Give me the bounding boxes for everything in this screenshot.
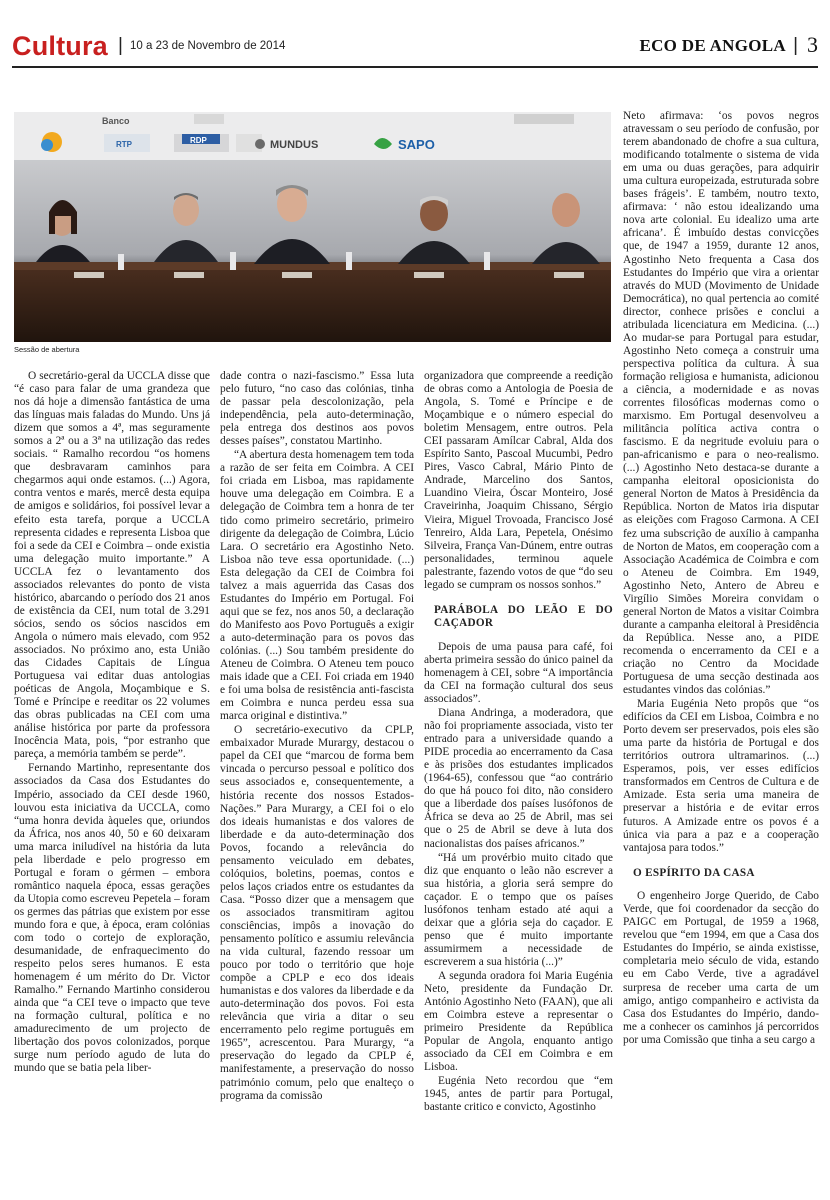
event-photo: [14, 112, 611, 342]
paragraph: O engenheiro Jorge Querido, de Cabo Verde, que foi coordenador da secção do PAIGC em Portugal, de 1959 a 1968, revelou que “em 1994, em que a Casa dos Estudantes do Império, se ainda existisse, completaria meio século de vida, estando eu em Cabo Verde, tive a agradável surpresa de receber uma carta de um amigo, antigo companheiro e activista da Casa dos Estudantes do Império, dando-me a conhecer os caminhos já percorridos por uma Comissão que tinha a seu cargo a: [623, 890, 819, 1046]
sponsor-logo-rtp: RTP: [116, 140, 132, 149]
sponsor-logo-banco: Banco: [102, 116, 130, 126]
paragraph: organizadora que compreende a reedição de obras como a Antologia de Poesia de Angola, S. Tomé e Príncipe e de Moçambique e o número especial do boletim Mensagem, entre outros. Pela CEI passaram Amílcar Cabral, Alda dos Espírito Santo, Pascoal Mucumbi, Pedro Pires, Vasco Cabral, Mário Pinto de Andrade, Marcelino dos Santos, Luandino Vieira, Óscar Monteiro, José Craveirinha, Joaquim Chissano, Sérgio Vieira, Miguel Trovoada, Francisco José Tenreiro, Alda Lara, Pepetela, Onésimo Silveira, França Van-Dúnem, entre outras personalidades, terminou aquele palestrante, fazendo votos de que “do seu legado se cumpram os nossos sonhos.”: [424, 370, 613, 591]
paragraph: A segunda oradora foi Maria Eugénia Neto, presidente da Fundação Dr. António Agostinho Neto (FAAN), que ali em Coimbra esteve a representar o primeiro Presidente da República Popular de Angola, enquanto antigo associado da CEI em Coimbra e em Lisboa.: [424, 969, 613, 1074]
paragraph: Depois de uma pausa para café, foi aberta primeira sessão do único painel da homenagem à CEI, sobre “A importância da CEI na formação cultural dos seus associados”.: [424, 640, 613, 705]
article-column-4: [623, 110, 819, 1048]
paragraph: Neto afirmava: ‘os povos negros atravessam o seu período de confusão, por terem abandonado de chofre a sua cultura, modificando totalmente o sistema de vida em uma ou duas gerações, para adquirir uma cultura europeizada, estruturada sobre bases frágeis’. E também, noutro texto, afirmava: ‘ não estou idealizando uma nova arte colonial. Eu idealizo uma arte africana’. É imbuído destas convicções que, de 1947 a 1959, durante 12 anos, Agostinho Neto frequenta a Casa dos Estudantes do Império que vira a orientar através do MUD (Movimento de Unidade Democrática), no qual pertencia ao comité director, conhece prisões e conclui a atribulada licenciatura em Medicina. (...) Ao mudar-se para Portugal para estudar, Agostinho Neto começa a construir uma perspectiva política da cultura. À sua formação religiosa e humanista, adicionou a ciência, a modernidade e as novas correntes filosóficas modernas como o marxismo. Em Portugal desenvolveu a militância política activa contra o fascismo. E da negritude evoluiu para o pan-africanismo e para o neo-realismo. (...) Agostinho Neto destaca-se durante a campanha eleitoral oposicionista do general Norton de Matos à Presidência da República. Norton de Matos iria disputar as eleições com Fragoso Carmona. A CEI fez uma subscrição de auxílio à campanha de Norton de Matos, em cooperação com a Associação Académica de Coimbra e com o Ateneu de Coimbra. Em 1949, Agostinho Neto, Antero de Abreu e Virgílio Simões Moreira convidam o general Norton de Matos a visitar Coimbra durante a campanha eleitoral à Presidência da República. Nesse ano, a PIDE recomenda o encerramento da CEI e a criação no Centro da Mocidade Portuguesa de uma secção destinada aos estudantes vindos das colónias.”: [623, 110, 819, 697]
panel-photo-illustration: [14, 112, 611, 342]
paragraph: “Há um provérbio muito citado que diz que enquanto o leão não escrever a sua história, a gloria será sempre do caçador. E o tempo que os países lusófonos tenham estado até aqui a deixar que a glória seja do caçador. E penso que é muito importante assumirmem a necessidade de escreverem a sua história (...)”: [424, 851, 613, 968]
paragraph: Maria Eugénia Neto propôs que “os edifícios da CEI em Lisboa, Coimbra e no Porto devem ser preservados, pois eles são uma parte da história de Portugal e dos territórios outrora ultramarinos. (...) Esperamos, pois, ver esses edifícios transformados em Centros de Cultura e de Amizade. Esta seria uma maneira de preservar a história e de evitar erros futuros. A Amizade entre os povos é a única via para a paz e a cooperação vantajosa para todos.”: [623, 698, 819, 854]
page-header: [12, 30, 818, 62]
paragraph: Eugénia Neto recordou que “em 1945, antes de partir para Portugal, bastante critico e convicto, Agostinho: [424, 1075, 613, 1114]
sponsor-logo-sapo: SAPO: [398, 137, 435, 152]
photo-caption: Sessão de abertura: [14, 345, 80, 354]
paragraph: “A abertura desta homenagem tem toda a razão de ser feita em Coimbra. A CEI foi criada em Lisboa, mas rapidamente houve uma delegação em Coimbra. E a delegação de Coimbra tem a honra de ter tido como primeiro secretário, primeiro dirigente da delegação de Coimbra, Lúcio Lara. O secretário era Agostinho Neto. Lisboa não teve essa oportunidade. (...) Esta delegação da CEI de Coimbra foi talvez a mais aguerrida das Casas dos Estudantes do Império em Portugal. Foi aqui que se fez, nos anos 50, a declaração do Manifesto aos Povo Português a exigir a auto-determinação para os povos das colónias. (...) Sou também presidente do Ateneu de Coimbra. O Ateneu tem pouco mais idade que a CEI. Foi criada em 1940 e foi uma bolsa de resistência anti-fascista em Coimbra e nunca perdeu essa sua marca original e distintiva.”: [220, 449, 414, 723]
header-separator: |: [793, 35, 798, 56]
subheading: PARÁBOLA DO LEÃO E DO CAÇADOR: [434, 603, 613, 630]
paragraph: O secretário-executivo da CPLP, embaixador Murade Murargy, destacou o papel da CEI que “marcou de forma bem vincada o percurso pessoal e político dos seus associados e, consequentemente, a história recente dos nossos Estados-Nações.” Para Murargy, a CEI foi o elo dos ideais humanistas e dos valores de liberdade e da auto-determinação dos Povos, focando a relevância do pensamento veiculado em debates, colóquios, boletins, poemas, contos e pelos laços criados entre os estudantes da Casa. “Posso dizer que a mensagem que os associados transmitiram agitou consciências, impôs a inovação do pensamento político e assumiu relevância na vida cultural, fazendo ressoar um pouco por todo o território que hoje compõe a CPLP e eco dos ideais humanistas e dos valores da liberdade e da auto-determinação dos povos. Foi esta relevância que viria a ditar o seu encerramento pelo regime português em 1965”, acrescentou. Para Murargy, “a preservação do legado da CPLP é, manifestamente, a preservação do nosso património comum, pelo que enalteço o programa da comissão: [220, 724, 414, 1102]
section-title: Cultura: [12, 31, 108, 61]
subheading: O ESPÍRITO DA CASA: [633, 866, 755, 879]
header-separator: |: [118, 35, 123, 56]
article-column-3: [424, 370, 613, 1115]
paragraph: Fernando Martinho, representante dos associados da Casa dos Estudantes do Império, associado da CEI desde 1960, louvou esta iniciativa da UCCLA, como “uma honra devida àqueles que, oriundos da África, nos anos 40, 50 e 60 deixaram uma marca iniludível na história da luta pela liberdade e pelo progresso em Portugal e foram o gérmen – embora romântico naquela época, essas gerações da Utopia como escreveu Pepetela – foram os germes das pátrias que existem por esse mundo fora e que, à época, eram colónias com todo o cortejo de exploração, desumanidade, de enfraquecimento do respeito pelos seres humanos. E esta homenagem é um mérito do Dr. Victor Ramalho.” Fernando Martinho considerou ainda que “a CEI teve o impacto que teve na formação cultural, política e no amadurecimento de um projecto de libertação dos povos colonizados, porque surge num período agudo de luta do mundo que se batia pela liber-: [14, 762, 210, 1075]
header-rule: [12, 66, 818, 68]
issue-date: 10 a 23 de Novembro de 2014: [130, 40, 286, 52]
paragraph: Diana Andringa, a moderadora, que não foi propriamente associada, visto ter entrado para a universidade quando a PIDE procedia ao encerramento da Casa e às prisões dos estudantes implicados (1964-65), confessou que “ao contrário do que há pouco foi dito, não considero que a liberdade dos países lusófonos de África se deva ao 25 de Abril, mas sei que o 25 de Abril se deve à luta dos nacionalistas dos países africanos.”: [424, 707, 613, 850]
page-number: 3: [807, 32, 818, 57]
sponsor-logo-rdp: RDP: [190, 136, 207, 145]
newspaper-name: ECO DE ANGOLA: [639, 36, 786, 55]
article-column-1: [14, 370, 210, 1077]
paragraph: O secretário-geral da UCCLA disse que “é caso para falar de uma grandeza que nos dá hoje a dimensão fantástica de uma das línguas mais faladas do Mundo. Uns já dizem que somos a 4ª, mas seguramente somos a 2ª ou a 3ª na utilização das redes sociais. “ Ramalho recordou “os homens que desbravaram caminhos para chegarmos aqui onde estamos. (...) Agora, contra ventos e marés, mercê desta equipa de amigos e solidários, foi possível levar a efeito esta tarefa, porque a UCCLA representa cidades e representa Lisboa que foi a sede da CEI e Coimbra – onde existia uma delegação muito importante.” A UCCLA fez o levantamento dos associados relevantes do ponto de vista histórico, abarcando o período dos 21 anos de existência da CEI, num total de 3.291 sócios, sendo os sócios nascidos em Angola o número mais elevado, com 952 associados. No próximo ano, esta União das Cidades Capitais de Língua Portuguesa vai editar duas antologias poéticas de Angola, Moçambique e S. Tomé e Príncipe e reeditar os 22 volumes das obras publicadas na CEI com uma análise histórica por parte da professora Inocência Mata, pois, “por estranho que pareça, a memória também se perde”.: [14, 370, 210, 761]
paragraph: dade contra o nazi-fascismo.” Essa luta pelo futuro, “no caso das colónias, tinha de passar pela descolonização, pela independência, pela auto-determinação, pela entrega dos destinos aos povos desses países”, constatou Martinho.: [220, 370, 414, 448]
sponsor-logo-mundus: MUNDUS: [270, 139, 319, 151]
article-column-2: [220, 370, 414, 1104]
